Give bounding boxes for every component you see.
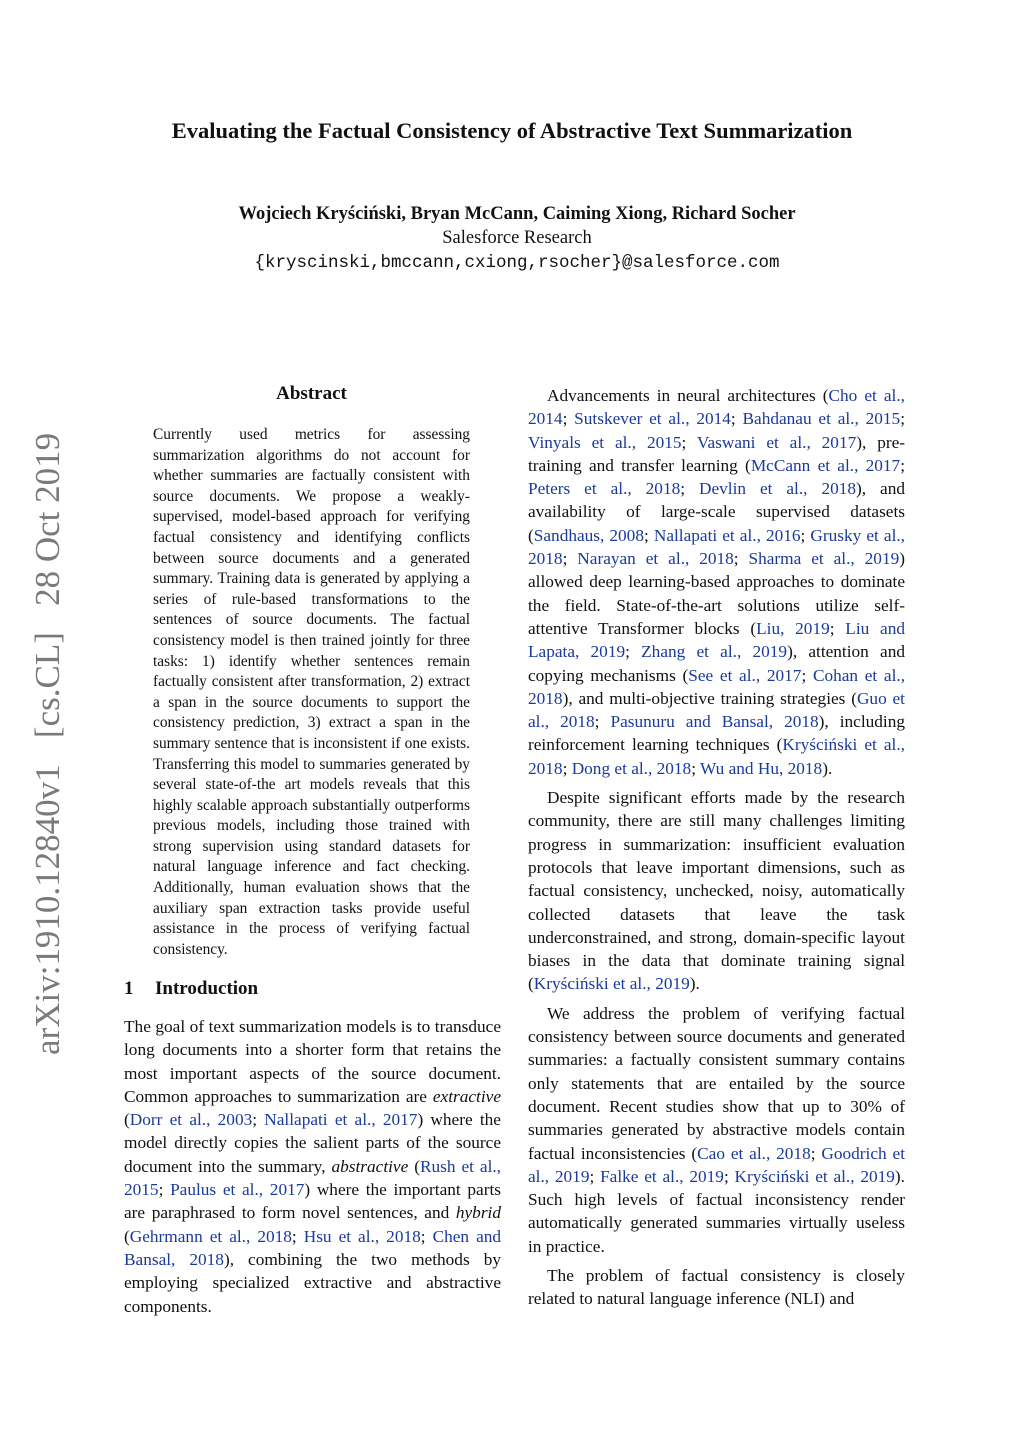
citation-link[interactable]: Paulus et al., 2017	[170, 1180, 305, 1200]
intro-paragraph-4: We address the problem of verifying factual consistency between source documents and generated summaries: a factually consistent summary contains only statements that are entailed by the source document. Recent studies show that up to 30% of summaries generated by abstractive models contain factual inconsistencies (Cao et al., 2018; Goodrich et al., 2019; Falke et al., 2019; Kryściński et al., 2019). Such high levels of factual inconsistency render automatically generated summaries virtually useless in practice.	[528, 1003, 905, 1256]
left-column	[124, 1015, 501, 1318]
intro-paragraph-5: The problem of factual consistency is closely related to natural language inference (NLI) and	[528, 1265, 905, 1309]
citation-link[interactable]: Hsu et al., 2018	[303, 1226, 421, 1246]
citation-link[interactable]: Wu and Hu, 2018	[700, 758, 823, 778]
abstract-heading: Abstract	[276, 383, 347, 404]
section-number: 1	[124, 978, 134, 999]
citation-link[interactable]: Zhang et al., 2019	[641, 642, 788, 662]
citation-link[interactable]: Liu and Lapata, 2019	[528, 618, 906, 662]
intro-paragraph-1: The goal of text summarization models is to transduce long documents into a shorter form that retains the most important aspects of the source document. Common approaches to summarization are extractive (Dorr et al., 2003; Nallapati et al., 2017) where the model directly copies the salient parts of the source document into the summary, abstractive (Rush et al., 2015; Paulus et al., 2017) where the important parts are paraphrased to form novel sentences, and hybrid (Gehrmann et al., 2018; Hsu et al., 2018; Chen and Bansal, 2018), combining the two methods by employing specialized extractive and abstractive components.	[124, 1017, 502, 1316]
citation-link[interactable]: Goodrich et al., 2019	[528, 1143, 905, 1186]
arxiv-stamp	[28, 433, 68, 1055]
citation-link[interactable]: Gehrmann et al., 2018	[129, 1226, 292, 1246]
affiliation: Salesforce Research	[442, 228, 592, 248]
citation-link[interactable]: Dong et al., 2018	[571, 758, 692, 778]
citation-link[interactable]: Grusky et al., 2018	[528, 525, 906, 569]
citation-link[interactable]: Bahdanau et al., 2015	[742, 409, 901, 429]
citation-link[interactable]: Dorr et al., 2003	[129, 1110, 253, 1130]
section-heading	[124, 978, 504, 1000]
citation-link[interactable]: Rush et al., 2015	[124, 1156, 502, 1200]
right-column	[528, 384, 905, 1311]
citation-link[interactable]: McCann et al., 2017	[750, 455, 901, 475]
citation-link[interactable]: Chen and Bansal, 2018	[124, 1226, 502, 1269]
citation-link[interactable]: Nallapati et al., 2017	[264, 1110, 418, 1130]
citation-link[interactable]: Vinyals et al., 2015	[528, 432, 682, 452]
citation-link[interactable]: Kryściński et al., 2019	[734, 1166, 895, 1186]
citation-link[interactable]: Sutskever et al., 2014	[574, 409, 731, 429]
citation-link[interactable]: Vaswani et al., 2017	[696, 432, 857, 452]
citation-link[interactable]: Guo et al., 2018	[528, 688, 905, 732]
paper-title: Evaluating the Factual Consistency of Abstractive Text Summarization	[171, 118, 853, 143]
citation-link[interactable]: Devlin et al., 2018	[698, 479, 857, 499]
citation-link[interactable]: Falke et al., 2019	[600, 1166, 724, 1186]
citation-link[interactable]: Sandhaus, 2008	[533, 525, 644, 545]
citation-link[interactable]: See et al., 2017	[688, 665, 802, 685]
citation-link[interactable]: Cao et al., 2018	[697, 1143, 811, 1163]
citation-link[interactable]: Peters et al., 2018	[528, 479, 681, 499]
arxiv-date: 28 Oct 2019	[28, 432, 67, 606]
arxiv-category: [cs.CL]	[28, 632, 67, 739]
intro-paragraph-2: Advancements in neural architectures (Cho et al., 2014; Sutskever et al., 2014; Bahdanau et al., 2015; Vinyals et al., 2015; Vaswani et al., 2017), pre-training and transfer learning (McCann et al., 2017; Peters et al., 2018; Devlin et al., 2018), and availability of large-scale supervised datasets (Sandhaus, 2008; Nallapati et al., 2016; Grusky et al., 2018; Narayan et al., 2018; Sharma et al., 2019) allowed deep learning-based approaches to dominate the field. State-of-the-art solutions utilize self-attentive Transformer blocks (Liu, 2019; Liu and Lapata, 2019; Zhang et al., 2019), attention and copying mechanisms (See et al., 2017; Cohan et al., 2018), and multi-objective training strategies (Guo et al., 2018; Pasunuru and Bansal, 2018), including reinforcement learning techniques (Kryściński et al., 2018; Dong et al., 2018; Wu and Hu, 2018).	[528, 386, 906, 778]
arxiv-id: arXiv:1910.12840v1	[28, 764, 67, 1055]
author-list: Wojciech Kryściński, Bryan McCann, Caiming Xiong, Richard Socher	[238, 204, 796, 224]
citation-link[interactable]: Pasunuru and Bansal, 2018	[610, 712, 819, 732]
intro-paragraph-3: Despite significant efforts made by the research community, there are still many challenges limiting progress in summarization: insufficient evaluation protocols that leave important dimensions, such as factual consistency, unchecked, noisy, automatically collected datasets that leave the task underconstrained, and strong, domain-specific layout biases in the data that dominate training signal (Kryściński et al., 2019).	[528, 788, 905, 994]
citation-link[interactable]: Sharma et al., 2019	[748, 549, 900, 569]
citation-link[interactable]: Cohan et al., 2018	[528, 665, 906, 708]
citation-link[interactable]: Kryściński et al., 2019	[533, 974, 690, 994]
author-emails: {kryscinski,bmccann,cxiong,rsocher}@salesforce.com	[254, 253, 780, 273]
citation-link[interactable]: Narayan et al., 2018	[577, 549, 734, 569]
citation-link[interactable]: Cho et al., 2014	[528, 386, 905, 429]
abstract-text: Currently used metrics for assessing summarization algorithms do not account for whether summaries are factually consistent with source documents. We propose a weakly-supervised, model-based approach for verifying factual consistency and identifying conflicts between source documents and a generated summary. Training data is generated by applying a series of rule-based transformations to the sentences of source documents. The factual consistency model is then trained jointly for three tasks: 1) identify whether sentences remain factually consistent after transformation, 2) extract a span in the source documents to support the consistency prediction, 3) extract a span in the summary sentence that is inconsistent if one exists. Transferring this model to summaries generated by several state-of-the art models reveals that this highly scalable approach substantially outperforms previous models, including those trained with strong supervision using standard datasets for natural language inference and fact checking. Additionally, human evaluation shows that the auxiliary span extraction tasks provide useful assistance in the process of verifying factual consistency.	[153, 426, 470, 958]
citation-link[interactable]: Nallapati et al., 2016	[653, 525, 801, 545]
citation-link[interactable]: Kryściński et al., 2018	[528, 735, 905, 778]
citation-link[interactable]: Liu, 2019	[756, 618, 830, 638]
section-title: Introduction	[155, 978, 259, 999]
